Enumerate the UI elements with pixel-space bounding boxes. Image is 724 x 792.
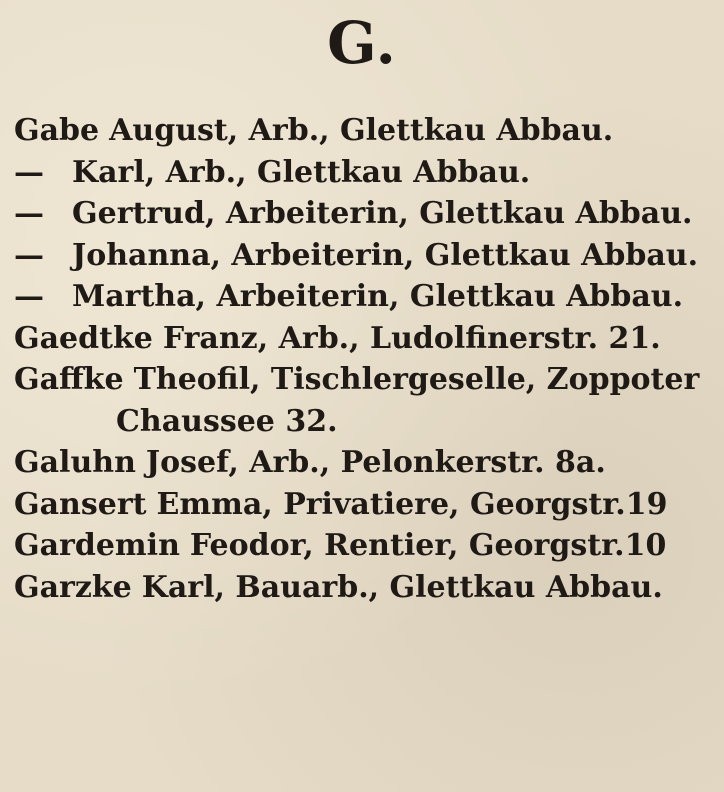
directory-entry xyxy=(14,110,714,152)
entry-surname: Galuhn xyxy=(14,445,136,480)
directory-entry xyxy=(14,359,714,442)
directory-entry xyxy=(14,525,714,567)
directory-entry xyxy=(14,235,714,277)
directory-entry xyxy=(14,152,714,194)
entry-ditto-dash: — xyxy=(14,237,44,273)
entry-details: Feodor, Rentier, Georgstr.10 xyxy=(189,528,667,563)
entry-surname: Gardemin xyxy=(14,528,180,563)
entry-details: Johanna, Arbeiterin, Glettkau Abbau. xyxy=(72,237,699,273)
entry-details: Gertrud, Arbeiterin, Glettkau Abbau. xyxy=(72,196,693,231)
entry-surname: Garzke xyxy=(14,569,132,605)
entry-surname: Gansert xyxy=(14,486,147,522)
entry-ditto-dash: — xyxy=(14,154,44,190)
directory-entry xyxy=(14,276,714,318)
entry-surname: Gaffke xyxy=(14,362,124,397)
entry-details: Karl, Arb., Glettkau Abbau. xyxy=(72,154,531,190)
entry-surname: Gabe xyxy=(14,113,100,148)
directory-entry xyxy=(14,318,714,360)
entry-details: August, Arb., Glettkau Abbau. xyxy=(109,113,614,148)
entry-details: Theofil, Tischlergeselle, Zoppoter Chaussee 32. xyxy=(116,362,700,439)
directory-entry xyxy=(14,567,714,609)
directory-entry xyxy=(14,484,714,526)
entry-details: Emma, Privatiere, Georgstr.19 xyxy=(156,486,668,522)
entry-details: Martha, Arbeiterin, Glettkau Abbau. xyxy=(72,279,684,314)
section-letter-heading: G. xyxy=(327,9,397,77)
entry-details: Josef, Arb., Pelonkerstr. 8a. xyxy=(145,445,606,480)
entry-details: Franz, Arb., Ludolfinerstr. 21. xyxy=(162,320,661,356)
entry-details: Karl, Bauarb., Glettkau Abbau. xyxy=(141,569,663,605)
entry-surname: Gaedtke xyxy=(14,320,153,356)
directory-entry-list xyxy=(14,110,714,608)
directory-entry xyxy=(14,442,714,484)
entry-ditto-dash: — xyxy=(14,279,44,314)
entry-ditto-dash: — xyxy=(14,196,44,231)
directory-entry xyxy=(14,193,714,235)
